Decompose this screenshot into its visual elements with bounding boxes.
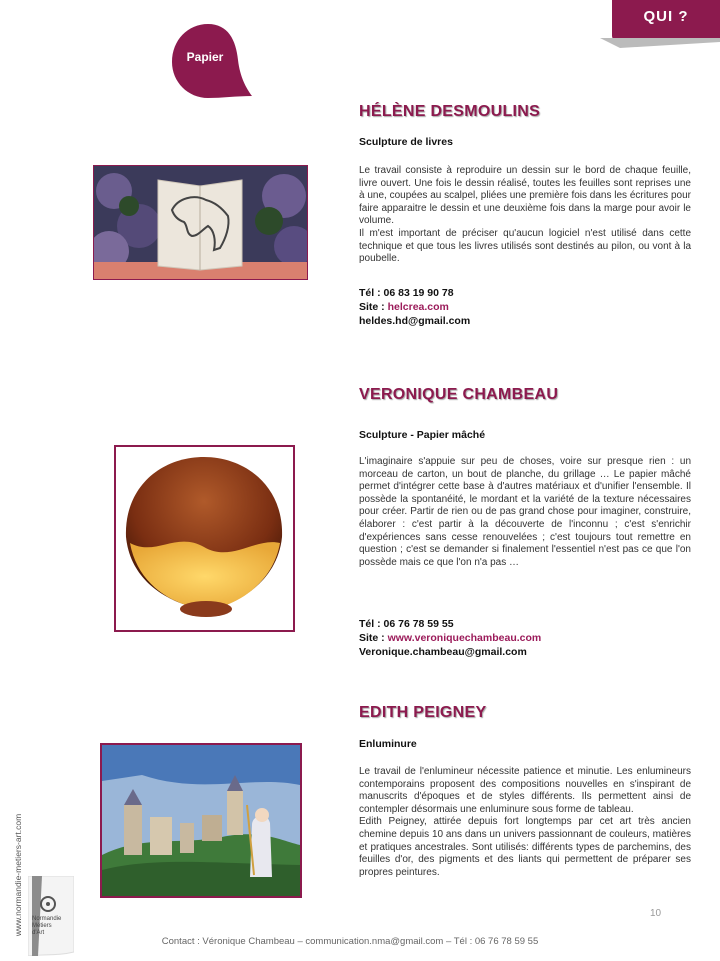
site-line: Site : helcrea.com	[359, 301, 449, 313]
phone-number: 06 83 19 90 78	[383, 287, 454, 299]
artist-specialty: Sculpture de livres	[359, 136, 453, 148]
site-link[interactable]: www.veroniquechambeau.com	[387, 632, 542, 644]
artist-photo-paper-mache-lamp	[114, 445, 295, 632]
description-paragraph: Le travail de l'enlumineur nécessite patience et minutie. Les enlumineurs contemporains proposent des compositions nouvelles en s'inspirant de manuscrits d'époques et de styles différents. Ils permettent ainsi de contempler désormais une enluminure sous forme de tableau.	[359, 766, 691, 815]
email-link[interactable]: Veronique.chambeau@gmail.com	[359, 646, 527, 658]
artist-name: HÉLÈNE DESMOULINS	[359, 103, 541, 120]
qui-label: QUI ?	[643, 8, 689, 25]
qui-tab[interactable]	[612, 0, 720, 40]
artist-contact	[359, 286, 470, 328]
artist-description	[359, 165, 691, 266]
artist-specialty: Enluminure	[359, 738, 417, 750]
phone-line: Tél : 06 83 19 90 78	[359, 287, 454, 299]
description-paragraph: Edith Peigney, attirée depuis fort longtemps par cet art très ancien chemine depuis 10 ans dans un univers passionnant de couleurs, matières et pratiques ancestrales. Sont utilisés: différents types de parchemins, des feuilles d'or, des pigments et des liants qui permettent de préparer ses propres peintures.	[359, 816, 691, 878]
artist-photo-book-sculpture	[93, 165, 308, 280]
footer-contact: Contact : Véronique Chambeau – communication.nma@gmail.com – Tél : 06 76 78 59 55	[161, 936, 539, 947]
phone-line: Tél : 06 76 78 59 55	[359, 618, 454, 630]
phone-number: 06 76 78 59 55	[383, 618, 454, 630]
category-label: Papier	[186, 50, 224, 64]
artist-photo-illumination	[100, 743, 302, 898]
artist-specialty: Sculpture - Papier mâché	[359, 429, 486, 441]
logo-text: Normandie Métiers d'Art	[32, 916, 62, 936]
artist-name: EDITH PEIGNEY	[359, 704, 487, 721]
artist-description	[359, 456, 691, 569]
email-link[interactable]: heldes.hd@gmail.com	[359, 315, 471, 327]
site-link[interactable]: helcrea.com	[387, 301, 449, 313]
artist-description	[359, 766, 691, 879]
website-url-vertical: www.normandie-metiers-art.com	[13, 813, 23, 937]
site-line: Site : www.veroniquechambeau.com	[359, 632, 542, 644]
artist-contact	[359, 617, 541, 659]
category-badge	[170, 22, 252, 98]
description-paragraph: L'imaginaire s'appuie sur peu de choses, voire sur presque rien : un morceau de carton, un bout de planche, du grillage … Le papier mâché permet d'intégrer cette base à d'autres matériaux et d'unifier l'ensemble. Il possède la spontanéité, le mordant et la variété de la texture nécessaires pour créer. Partir de rien ou de pas grand chose pour imaginer, construire, élaborer : c'est partir à la découverte de l'inconnu ; c'est s'enrichir d'expériences sans cesse renouvelées ; c'est toujours tout remettre en question ; c'est se demander si finalement l'essentiel n'est pas ce que l'on possède mais ce que l'on n'a pas …	[359, 456, 691, 568]
description-paragraph: Il m'est important de préciser qu'aucun logiciel n'est utilisé dans cette technique et que tous les livres utilisés sont destinés au pilon, ou vont à la poubelle.	[359, 227, 691, 265]
description-paragraph: Le travail consiste à reproduire un dessin sur le bord de chaque feuille, livre ouvert. Une fois le dessin réalisé, toutes les feuilles sont reprises une à une, coupées au scalpel, pliées une première fois dans les écritures pour faire apparaitre le dessin et une deuxième fois dans la marge pour avoir le volume.	[359, 165, 691, 227]
page-number: 10	[650, 908, 662, 919]
artist-name: VERONIQUE CHAMBEAU	[359, 386, 559, 403]
qui-tab-shadow	[600, 38, 720, 48]
